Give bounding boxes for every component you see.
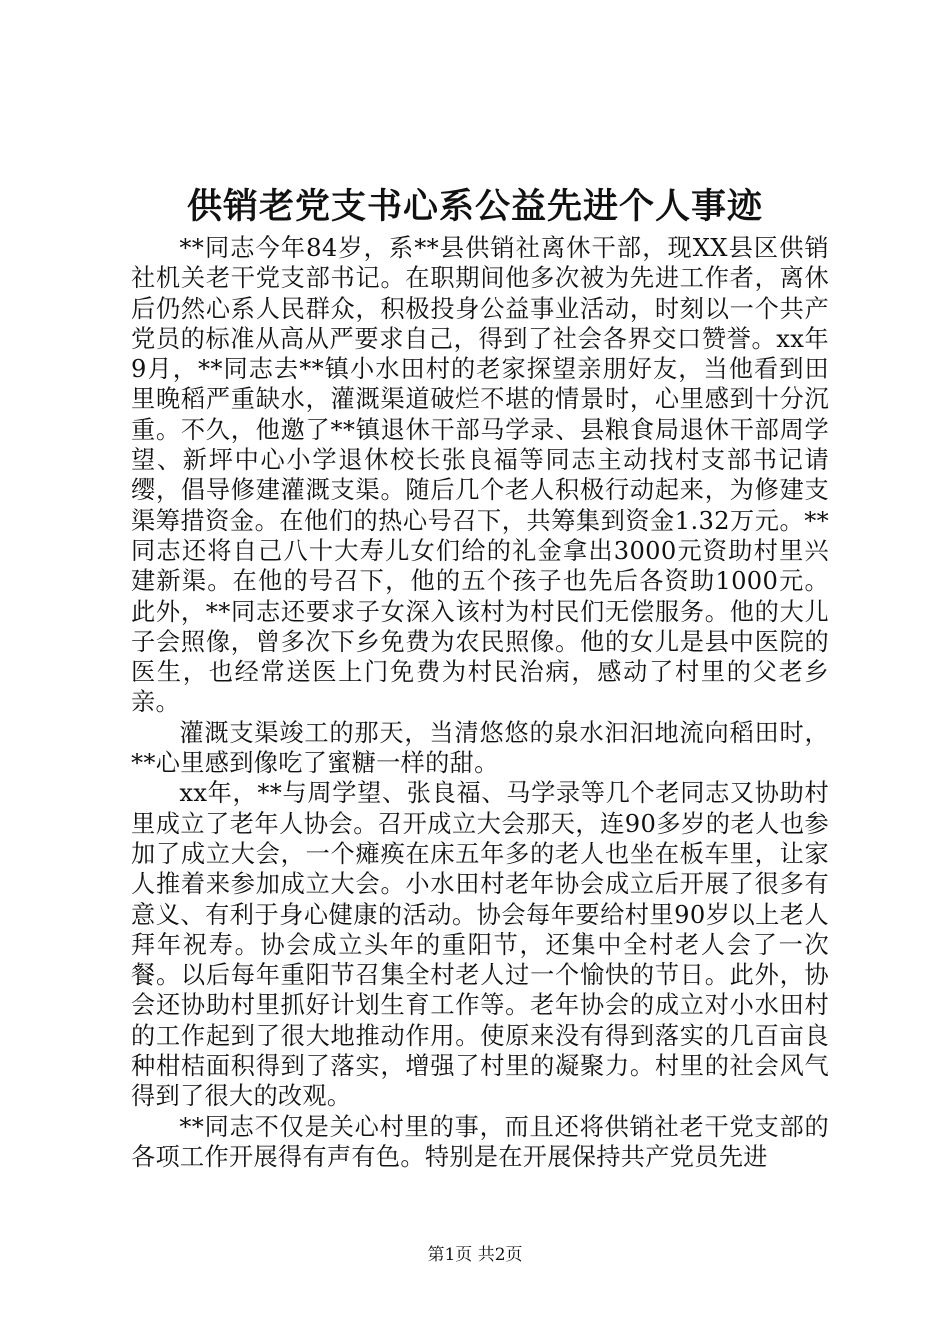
- paragraph-2: 灌溉支渠竣工的那天，当清悠悠的泉水汩汩地流向稻田时，**心里感到像吃了蜜糖一样的甜。: [131, 718, 829, 778]
- paragraph-1: **同志今年84岁，系**县供销社离休干部，现XX县区供销社机关老干党支部书记。在职期间他多次被为先进工作者，离休后仍然心系人民群众，积极投身公益事业活动，时刻以一个共产党员的标准从高从严要求自己，得到了社会各界交口赞誉。xx年9月，**同志去**镇小水田村的老家探望亲朋好友，当他看到田里晚稻严重缺水，灌溉渠道破烂不堪的情景时，心里感到十分沉重。不久，他邀了**镇退休干部马学录、县粮食局退休干部周学望、新坪中心小学退休校长张良福等同志主动找村支部书记请缨，倡导修建灌溉支渠。随后几个老人积极行动起来，为修建支渠筹措资金。在他们的热心号召下，共筹集到资金1.32万元。**同志还将自己八十大寿儿女们给的礼金拿出3000元资助村里兴建新渠。在他的号召下，他的五个孩子也先后各资助1000元。此外，**同志还要求子女深入该村为村民们无偿服务。他的大儿子会照像，曾多次下乡免费为农民照像。他的女儿是县中医院的医生，也经常送医上门免费为村民治病，感动了村里的父老乡亲。: [131, 234, 829, 717]
- document-body: [131, 233, 829, 1172]
- page-footer: 第1页 共2页: [427, 1245, 523, 1265]
- paragraph-4: **同志不仅是关心村里的事，而且还将供销社老干党支部的各项工作开展得有声有色。特别是在开展保持共产党员先进: [131, 1112, 829, 1171]
- document-title: 供销老党支书心系公益先进个人事迹: [186, 186, 763, 227]
- paragraph-3: xx年，**与周学望、张良福、马学录等几个老同志又协助村里成立了老年人协会。召开成立大会那天，连90多岁的老人也参加了成立大会，一个瘫痪在床五年多的老人也坐在板车里，让家人推着来参加成立大会。小水田村老年协会成立后开展了很多有意义、有利于身心健康的活动。协会每年要给村里90岁以上老人拜年祝寿。协会成立头年的重阳节，还集中全村老人会了一次餐。以后每年重阳节召集全村老人过一个愉快的节日。此外，协会还协助村里抓好计划生育工作等。老年协会的成立对小水田村的工作起到了很大地推动作用。使原来没有得到落实的几百亩良种柑桔面积得到了落实，增强了村里的凝聚力。村里的社会风气得到了很大的改观。: [131, 779, 829, 1111]
